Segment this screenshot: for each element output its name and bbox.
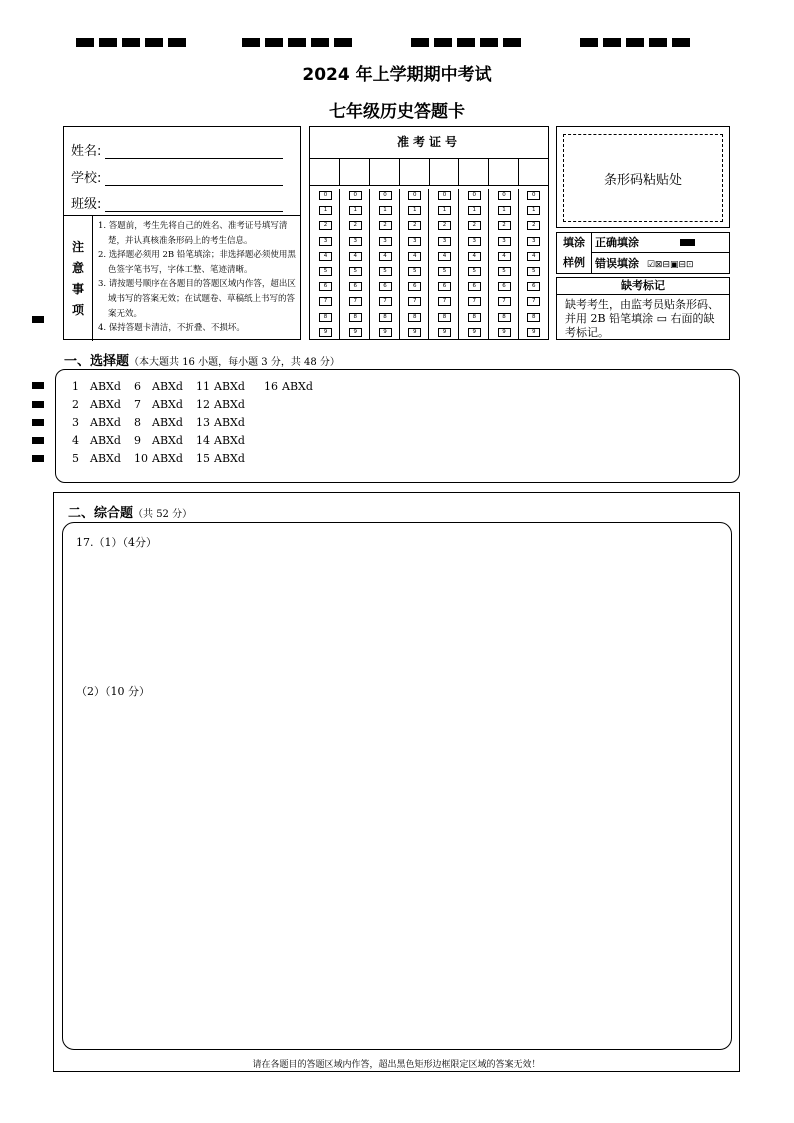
digit-bubble[interactable]: 3	[527, 237, 540, 246]
school-row[interactable]	[71, 167, 283, 186]
answer-options[interactable]: ABXd	[214, 452, 245, 465]
digit-bubble[interactable]: 2	[349, 221, 362, 230]
digit-bubble[interactable]: 2	[319, 221, 332, 230]
digit-bubble[interactable]: 0	[349, 191, 362, 200]
exam-number-column[interactable]	[399, 189, 429, 339]
digit-bubble[interactable]: 2	[498, 221, 511, 230]
choice-question[interactable]	[196, 434, 245, 447]
digit-bubble[interactable]: 8	[498, 313, 511, 322]
digit-bubble[interactable]: 3	[438, 237, 451, 246]
digit-bubble[interactable]: 2	[527, 221, 540, 230]
note-item: 1. 答题前，考生先将自己的姓名、准考证号填写清楚，并认真核准条形码上的考生信息。	[98, 221, 288, 246]
digit-bubble[interactable]: 2	[408, 221, 421, 230]
choice-question[interactable]	[196, 416, 245, 429]
digit-bubble[interactable]: 1	[527, 206, 540, 215]
answer-options[interactable]: ABXd	[214, 380, 245, 393]
student-info-box	[63, 126, 301, 340]
question-number: 2	[72, 398, 79, 411]
barcode-box	[556, 126, 730, 228]
digit-bubble[interactable]: 6	[319, 282, 332, 291]
digit-bubble[interactable]: 7	[379, 297, 392, 306]
question-number: 15	[196, 452, 210, 465]
answer-options[interactable]: ABXd	[152, 452, 183, 465]
digit-bubble[interactable]: 2	[379, 221, 392, 230]
digit-bubble[interactable]: 8	[379, 313, 392, 322]
digit-bubble[interactable]: 3	[408, 237, 421, 246]
digit-bubble[interactable]: 4	[408, 252, 421, 261]
choice-question[interactable]	[264, 380, 313, 393]
q17-part1-label: 17.（1）（4分）	[76, 536, 157, 549]
wrong-fill-marks: ☑⊠⊟▣⊟⊡	[646, 260, 694, 270]
choice-question[interactable]	[134, 380, 183, 393]
digit-bubble[interactable]: 7	[319, 297, 332, 306]
digit-bubble[interactable]: 0	[379, 191, 392, 200]
digit-bubble[interactable]: 3	[498, 237, 511, 246]
side-mark	[32, 316, 44, 323]
digit-bubble[interactable]: 5	[349, 267, 362, 276]
digit-bubble[interactable]: 2	[438, 221, 451, 230]
choice-answer-box	[55, 369, 740, 483]
question-number: 1	[72, 380, 79, 393]
digit-bubble[interactable]: 4	[468, 252, 481, 261]
answer-options[interactable]: ABXd	[214, 434, 245, 447]
notes-label: 注 意 事 项	[64, 216, 93, 341]
digit-bubble[interactable]: 5	[468, 267, 481, 276]
exam-number-column[interactable]	[518, 189, 547, 339]
school-line[interactable]	[105, 173, 283, 186]
footer-note: 请在各题目的答题区域内作答，超出黑色矩形边框限定区域的答案无效！	[252, 1060, 541, 1070]
question-number: 11	[196, 380, 210, 393]
digit-bubble[interactable]: 6	[349, 282, 362, 291]
digit-bubble[interactable]: 9	[408, 328, 421, 337]
absent-box	[556, 277, 730, 340]
notes-list	[98, 219, 296, 336]
digit-bubble[interactable]: 3	[379, 237, 392, 246]
question-number: 13	[196, 416, 210, 429]
digit-bubble[interactable]: 1	[498, 206, 511, 215]
digit-bubble[interactable]: 1	[319, 206, 332, 215]
class-row[interactable]	[71, 193, 283, 212]
question-number: 6	[134, 380, 141, 393]
name-line[interactable]	[105, 146, 283, 159]
exam-number-column[interactable]	[370, 189, 400, 339]
notes-section	[64, 215, 300, 341]
digit-bubble[interactable]: 9	[319, 328, 332, 337]
digit-bubble[interactable]: 0	[527, 191, 540, 200]
digit-bubble[interactable]: 5	[319, 267, 332, 276]
exam-number-column[interactable]	[340, 189, 370, 339]
digit-bubble[interactable]: 7	[349, 297, 362, 306]
exam-number-box	[309, 126, 549, 340]
choice-question[interactable]	[72, 398, 121, 411]
digit-bubble[interactable]: 6	[498, 282, 511, 291]
digit-bubble[interactable]: 1	[349, 206, 362, 215]
question-number: 16	[264, 380, 278, 393]
digit-bubble[interactable]: 5	[438, 267, 451, 276]
question-number: 5	[72, 452, 79, 465]
wrong-fill-label: 错误填涂	[595, 257, 639, 270]
side-mark	[32, 401, 44, 408]
digit-bubble[interactable]: 4	[319, 252, 332, 261]
q17-part2-label: （2）（10 分）	[76, 685, 150, 698]
digit-bubble[interactable]: 1	[438, 206, 451, 215]
note-item: 4. 保持答题卡清洁，不折叠、不损坏。	[98, 323, 245, 334]
question-number: 8	[134, 416, 141, 429]
digit-bubble[interactable]: 7	[498, 297, 511, 306]
choice-question[interactable]	[72, 434, 121, 447]
sample-label-bottom: 样例	[563, 256, 585, 269]
answer-options[interactable]: ABXd	[152, 434, 183, 447]
answer-options[interactable]: ABXd	[214, 416, 245, 429]
side-mark	[32, 382, 44, 389]
choice-question[interactable]	[134, 398, 183, 411]
side-mark	[32, 419, 44, 426]
digit-bubble[interactable]: 0	[498, 191, 511, 200]
sample-label-top: 填涂	[563, 236, 585, 249]
side-mark	[32, 455, 44, 462]
digit-bubble[interactable]: 9	[498, 328, 511, 337]
card-subtitle: 七年级历史答题卡	[329, 102, 465, 122]
digit-bubble[interactable]: 4	[349, 252, 362, 261]
correct-fill-mark	[680, 239, 695, 246]
absent-text: 缺考考生，由监考员贴条形码、并用 2B 铅笔填涂 ▭ 右面的缺考标记。	[565, 298, 719, 339]
digit-bubble[interactable]: 9	[349, 328, 362, 337]
digit-bubble[interactable]: 8	[438, 313, 451, 322]
section2-note: （共 52 分）	[133, 509, 193, 520]
question-number: 4	[72, 434, 79, 447]
digit-bubble[interactable]: 4	[379, 252, 392, 261]
exam-number-column[interactable]	[310, 189, 340, 339]
exam-title: 2024 年上学期期中考试	[302, 65, 492, 85]
digit-bubble[interactable]: 1	[379, 206, 392, 215]
digit-bubble[interactable]: 9	[468, 328, 481, 337]
digit-bubble[interactable]: 5	[408, 267, 421, 276]
digit-bubble[interactable]: 9	[438, 328, 451, 337]
fill-sample-box	[556, 232, 730, 274]
question-number: 14	[196, 434, 210, 447]
digit-bubble[interactable]: 2	[468, 221, 481, 230]
note-item: 3. 请按题号顺序在各题目的答题区域内作答，超出区域书写的答案无效；在试题卷、草稿纸上书写的答案无效。	[98, 279, 296, 319]
choice-question[interactable]	[134, 416, 183, 429]
digit-bubble[interactable]: 1	[468, 206, 481, 215]
answer-options[interactable]: ABXd	[152, 380, 183, 393]
class-line[interactable]	[105, 199, 283, 212]
choice-question[interactable]	[196, 380, 245, 393]
digit-bubble[interactable]: 6	[527, 282, 540, 291]
choice-question[interactable]	[134, 452, 183, 465]
digit-bubble[interactable]: 6	[468, 282, 481, 291]
digit-bubble[interactable]: 0	[468, 191, 481, 200]
digit-bubble[interactable]: 8	[468, 313, 481, 322]
digit-bubble[interactable]: 8	[349, 313, 362, 322]
digit-bubble[interactable]: 8	[319, 313, 332, 322]
digit-bubble[interactable]: 1	[408, 206, 421, 215]
answer-area-17[interactable]	[62, 522, 732, 1050]
digit-bubble[interactable]: 4	[438, 252, 451, 261]
barcode-area[interactable]: 条形码粘贴处	[563, 134, 723, 222]
question-number: 10	[134, 452, 148, 465]
answer-options[interactable]: ABXd	[214, 398, 245, 411]
digit-bubble[interactable]: 0	[438, 191, 451, 200]
digit-bubble[interactable]: 3	[468, 237, 481, 246]
side-mark	[32, 437, 44, 444]
digit-bubble[interactable]: 4	[498, 252, 511, 261]
answer-options[interactable]: ABXd	[90, 434, 121, 447]
note-item: 2. 选择题必须用 2B 铅笔填涂；非选择题必须使用黑色签字笔书写，字体工整、笔迹清晰。	[98, 250, 296, 275]
question-number: 3	[72, 416, 79, 429]
question-number: 9	[134, 434, 141, 447]
section2-title: 二、综合题（共 52 分）	[68, 506, 193, 521]
question-number: 12	[196, 398, 210, 411]
digit-bubble[interactable]: 7	[438, 297, 451, 306]
choice-question[interactable]	[72, 452, 121, 465]
exam-number-cells[interactable]	[310, 159, 548, 186]
choice-question[interactable]	[72, 416, 121, 429]
digit-bubble[interactable]: 7	[527, 297, 540, 306]
choice-question[interactable]	[134, 434, 183, 447]
answer-options[interactable]: ABXd	[282, 380, 313, 393]
section1-title: 一、选择题（本大题共 16 小题，每小题 3 分，共 48 分）	[64, 354, 340, 369]
choice-question[interactable]	[72, 380, 121, 393]
correct-fill-label: 正确填涂	[595, 236, 639, 249]
choice-question[interactable]	[196, 452, 245, 465]
digit-bubble[interactable]: 8	[527, 313, 540, 322]
digit-bubble[interactable]: 5	[379, 267, 392, 276]
digit-bubble[interactable]: 6	[379, 282, 392, 291]
school-label: 学校:	[71, 171, 102, 186]
answer-options[interactable]: ABXd	[90, 398, 121, 411]
digit-bubble[interactable]: 0	[319, 191, 332, 200]
digit-bubble[interactable]: 6	[408, 282, 421, 291]
answer-options[interactable]: ABXd	[152, 398, 183, 411]
answer-options[interactable]: ABXd	[90, 452, 121, 465]
digit-bubble[interactable]: 8	[408, 313, 421, 322]
answer-options[interactable]: ABXd	[90, 416, 121, 429]
exam-number-column[interactable]	[489, 189, 519, 339]
digit-bubble[interactable]: 5	[498, 267, 511, 276]
digit-bubble[interactable]: 4	[527, 252, 540, 261]
question-number: 7	[134, 398, 141, 411]
digit-bubble[interactable]: 6	[438, 282, 451, 291]
name-row[interactable]	[71, 140, 283, 159]
digit-bubble[interactable]: 9	[379, 328, 392, 337]
name-label: 姓名:	[71, 144, 102, 159]
answer-options[interactable]: ABXd	[90, 380, 121, 393]
exam-number-column[interactable]	[429, 189, 459, 339]
exam-number-title: 准考证号	[310, 127, 548, 159]
answer-options[interactable]: ABXd	[152, 416, 183, 429]
class-label: 班级:	[71, 197, 102, 212]
exam-number-column[interactable]	[459, 189, 489, 339]
digit-bubble[interactable]: 3	[319, 237, 332, 246]
absent-title: 缺考标记	[557, 278, 729, 295]
digit-bubble[interactable]: 5	[527, 267, 540, 276]
digit-bubble[interactable]: 0	[408, 191, 421, 200]
section1-note: （本大题共 16 小题，每小题 3 分，共 48 分）	[129, 357, 340, 368]
digit-bubble[interactable]: 7	[468, 297, 481, 306]
digit-bubble[interactable]: 7	[408, 297, 421, 306]
digit-bubble[interactable]: 9	[527, 328, 540, 337]
digit-bubble[interactable]: 3	[349, 237, 362, 246]
choice-question[interactable]	[196, 398, 245, 411]
